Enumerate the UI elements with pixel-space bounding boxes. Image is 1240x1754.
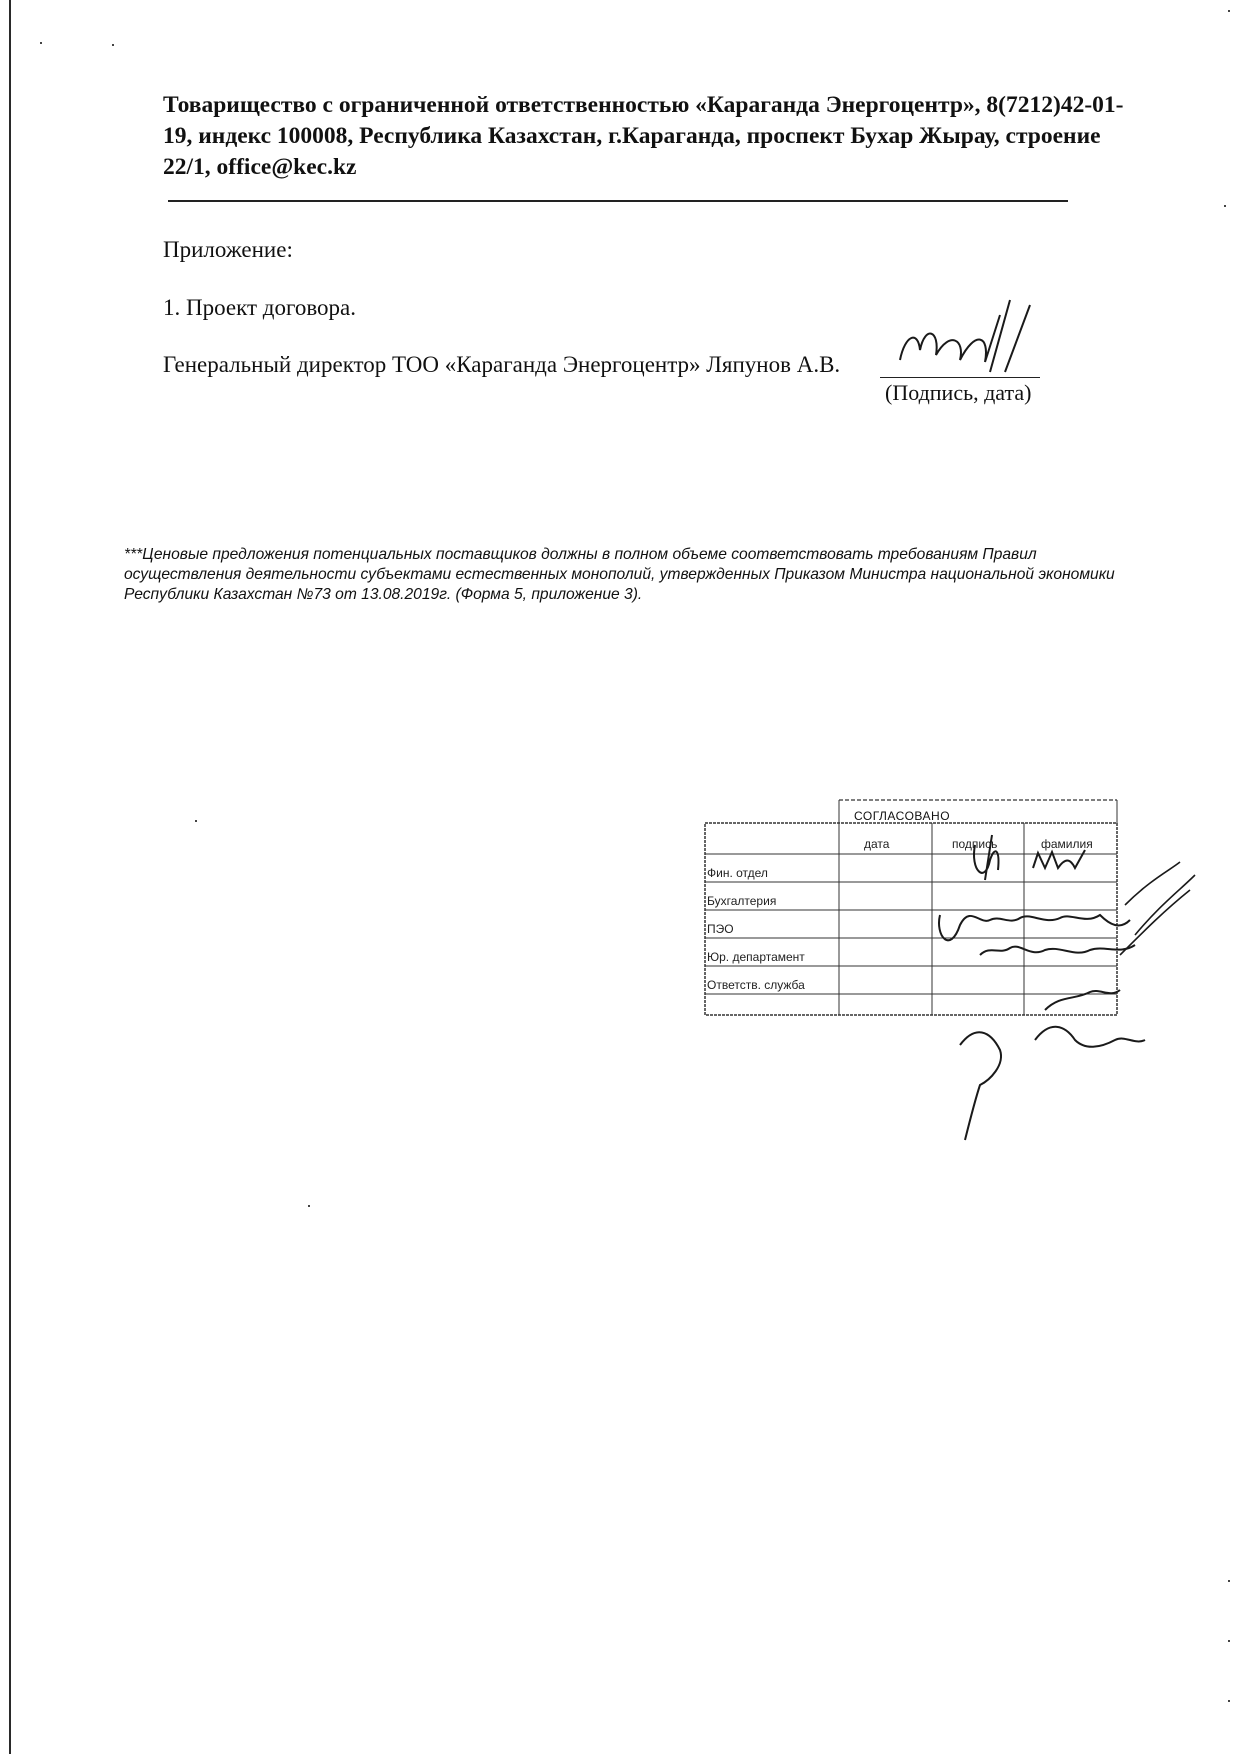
scan-speck [1228, 10, 1230, 12]
stamp-row-finance: Фин. отдел [707, 866, 768, 880]
signature-underline [880, 377, 1040, 378]
scan-speck [308, 1205, 310, 1207]
stamp-row-peo: ПЭО [707, 922, 734, 936]
footnote: ***Ценовые предложения потенциальных поставщиков должны в полном объеме соответствовать требованиям Правил осуществления деятельности субъектами естественных монополий, утвержденных Приказом Министра национальной экономики Республики Казахстан №73 от 13.08.2019г. (Форма 5, приложение 3). [124, 546, 1115, 603]
attachment-title: Приложение: [163, 237, 293, 262]
stamp-column-signature: подпись [952, 837, 998, 851]
approval-stamp [704, 799, 1124, 1018]
signature-caption: (Подпись, дата) [885, 380, 1032, 405]
signer-line: Генеральный директор ТОО «Караганда Энергоцентр» Ляпунов А.В. [163, 352, 841, 377]
scan-speck [195, 820, 197, 822]
stamp-row-accounting: Бухгалтерия [707, 894, 777, 908]
header-divider [168, 200, 1068, 202]
stamp-row-legal: Юр. департамент [707, 950, 805, 964]
scan-speck [112, 44, 114, 46]
stamp-title: СОГЛАСОВАНО [854, 809, 951, 823]
attachment-item: 1. Проект договора. [163, 295, 356, 320]
stamp-column-date: дата [864, 837, 890, 851]
scan-speck [1228, 1580, 1230, 1582]
scan-speck [40, 42, 42, 44]
scan-left-edge [9, 0, 11, 1754]
stamp-column-surname: фамилия [1041, 837, 1093, 851]
scan-speck [1224, 205, 1226, 207]
stamp-row-responsible: Ответств. служба [707, 978, 805, 992]
scan-speck [1228, 1700, 1230, 1702]
company-header: Товарищество с ограниченной ответственностью «Караганда Энергоцентр», 8(7212)42-01-19, индекс 100008, Республика Казахстан, г.Караганда, проспект Бухар Жырау, строение 22/1, office@kec.kz [163, 92, 1124, 180]
scan-speck [1228, 1640, 1230, 1642]
